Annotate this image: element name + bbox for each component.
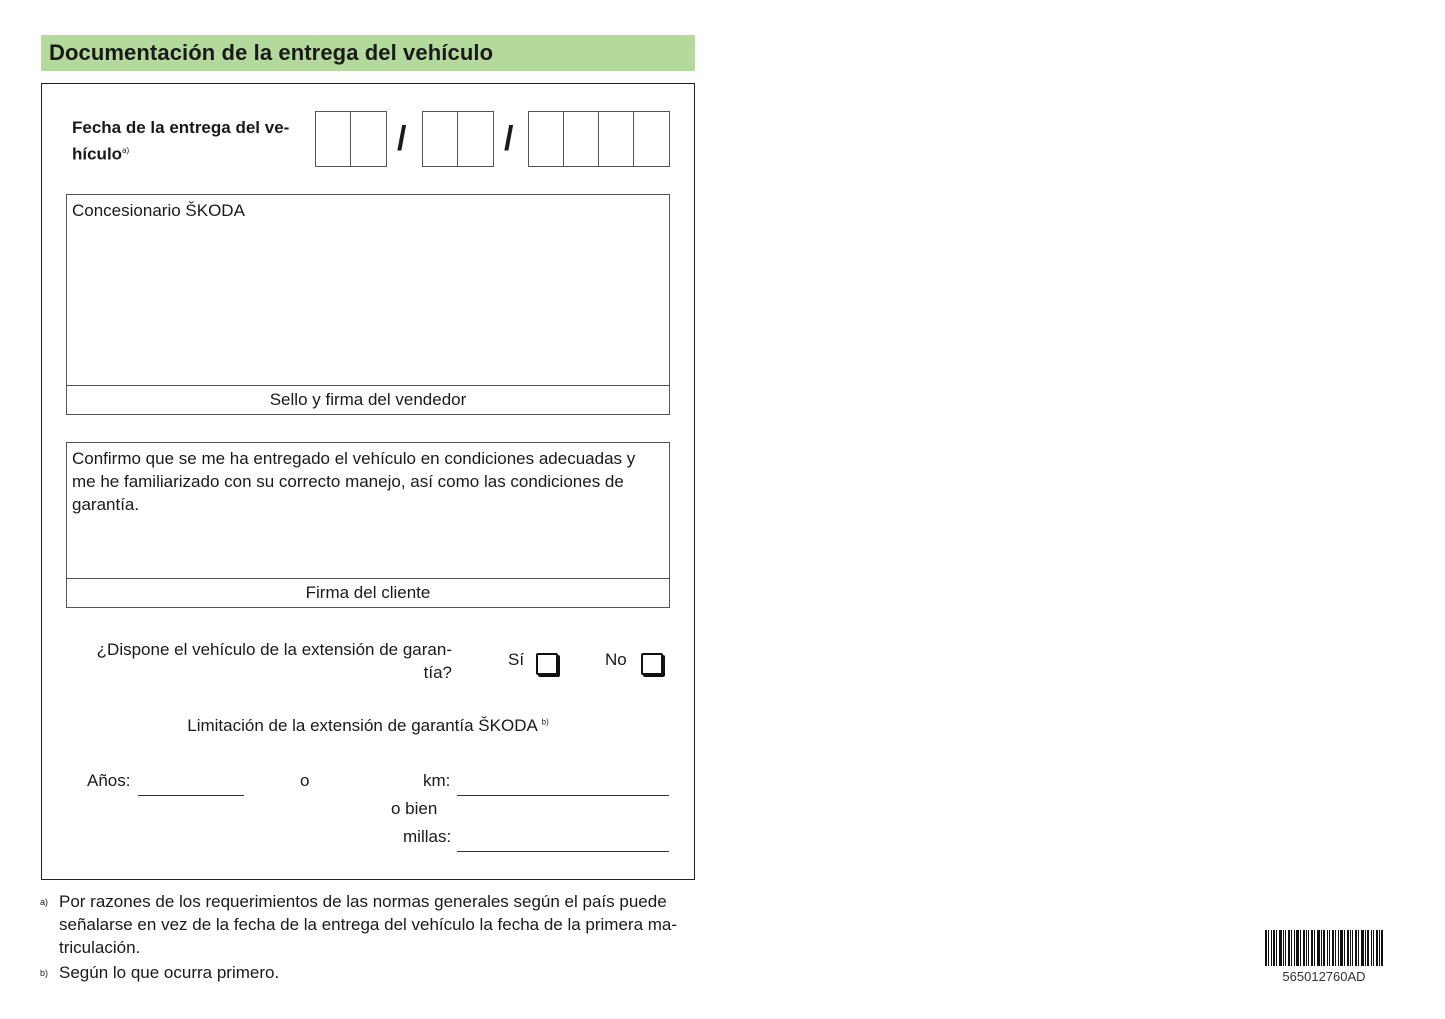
date-month-digit-2[interactable]: [458, 112, 493, 166]
delivery-date-label-line1: Fecha de la entrega del ve-: [72, 118, 290, 137]
footnote-mark-a: a): [122, 146, 130, 155]
warranty-extension-question: [72, 638, 452, 684]
customer-signature-box[interactable]: [66, 442, 670, 608]
footnote-b-mark: b): [40, 968, 49, 978]
date-separator-2: /: [504, 120, 514, 158]
delivery-date-label: [72, 116, 312, 166]
page-title: Documentación de la entrega del vehículo: [49, 40, 494, 65]
years-label: Años:: [87, 771, 131, 790]
footnote-a: [40, 890, 696, 959]
miles-input-line[interactable]: [457, 851, 669, 852]
date-separator-1: /: [397, 120, 407, 158]
no-checkbox[interactable]: [641, 653, 663, 675]
date-year-field[interactable]: [528, 111, 670, 167]
date-year-digit-1[interactable]: [529, 112, 564, 166]
delivery-date-label-line2: hículo: [72, 144, 123, 164]
limitation-text: Limitación de la extensión de garantía ŠKODA: [187, 716, 537, 735]
footnotes: [40, 890, 696, 984]
km-input-line[interactable]: [457, 795, 669, 796]
date-year-digit-3[interactable]: [599, 112, 634, 166]
customer-signature-label: Firma del cliente: [67, 578, 669, 607]
barcode: [1265, 930, 1383, 966]
footnote-b: [40, 961, 696, 984]
date-day-digit-1[interactable]: [316, 112, 351, 166]
date-month-field[interactable]: [422, 111, 494, 167]
yes-checkbox[interactable]: [536, 653, 558, 675]
date-month-digit-1[interactable]: [423, 112, 458, 166]
warranty-limitation-heading: [66, 716, 670, 736]
miles-label: millas:: [403, 827, 452, 846]
barcode-number: 565012760AD: [1282, 969, 1366, 984]
question-line1: ¿Dispone el vehículo de la extensión de garan-: [96, 640, 452, 659]
date-day-digit-2[interactable]: [351, 112, 386, 166]
or-else-label: o bien: [391, 799, 438, 818]
date-year-digit-4[interactable]: [634, 112, 669, 166]
dealer-signature-label: Sello y firma del vendedor: [67, 385, 669, 414]
customer-statement: Confirmo que se me ha entregado el vehículo en condiciones adecuadas y me he familiarizado con su correcto manejo, así como las condiciones de garantía.: [72, 449, 636, 514]
question-line2: tía?: [423, 663, 452, 682]
dealer-stamp-box[interactable]: [66, 194, 670, 415]
years-input-line[interactable]: [138, 795, 244, 796]
dealer-heading: Concesionario ŠKODA: [72, 201, 245, 220]
date-year-digit-2[interactable]: [564, 112, 599, 166]
footnote-mark-b: b): [541, 717, 549, 727]
yes-label: Sí: [508, 650, 525, 669]
no-label: No: [605, 650, 627, 669]
date-day-field[interactable]: [315, 111, 387, 167]
km-label: km:: [423, 771, 451, 790]
footnote-b-text: Según lo que ocurra primero.: [59, 963, 280, 982]
title-banner: [41, 35, 695, 71]
footnote-a-mark: a): [40, 897, 49, 907]
footnote-a-text: Por razones de los requerimientos de las normas generales según el país puede señalarse en vez de la fecha de la entrega del vehículo la fecha de la primera ma-triculación.: [59, 892, 678, 957]
or-label: o: [300, 771, 310, 790]
